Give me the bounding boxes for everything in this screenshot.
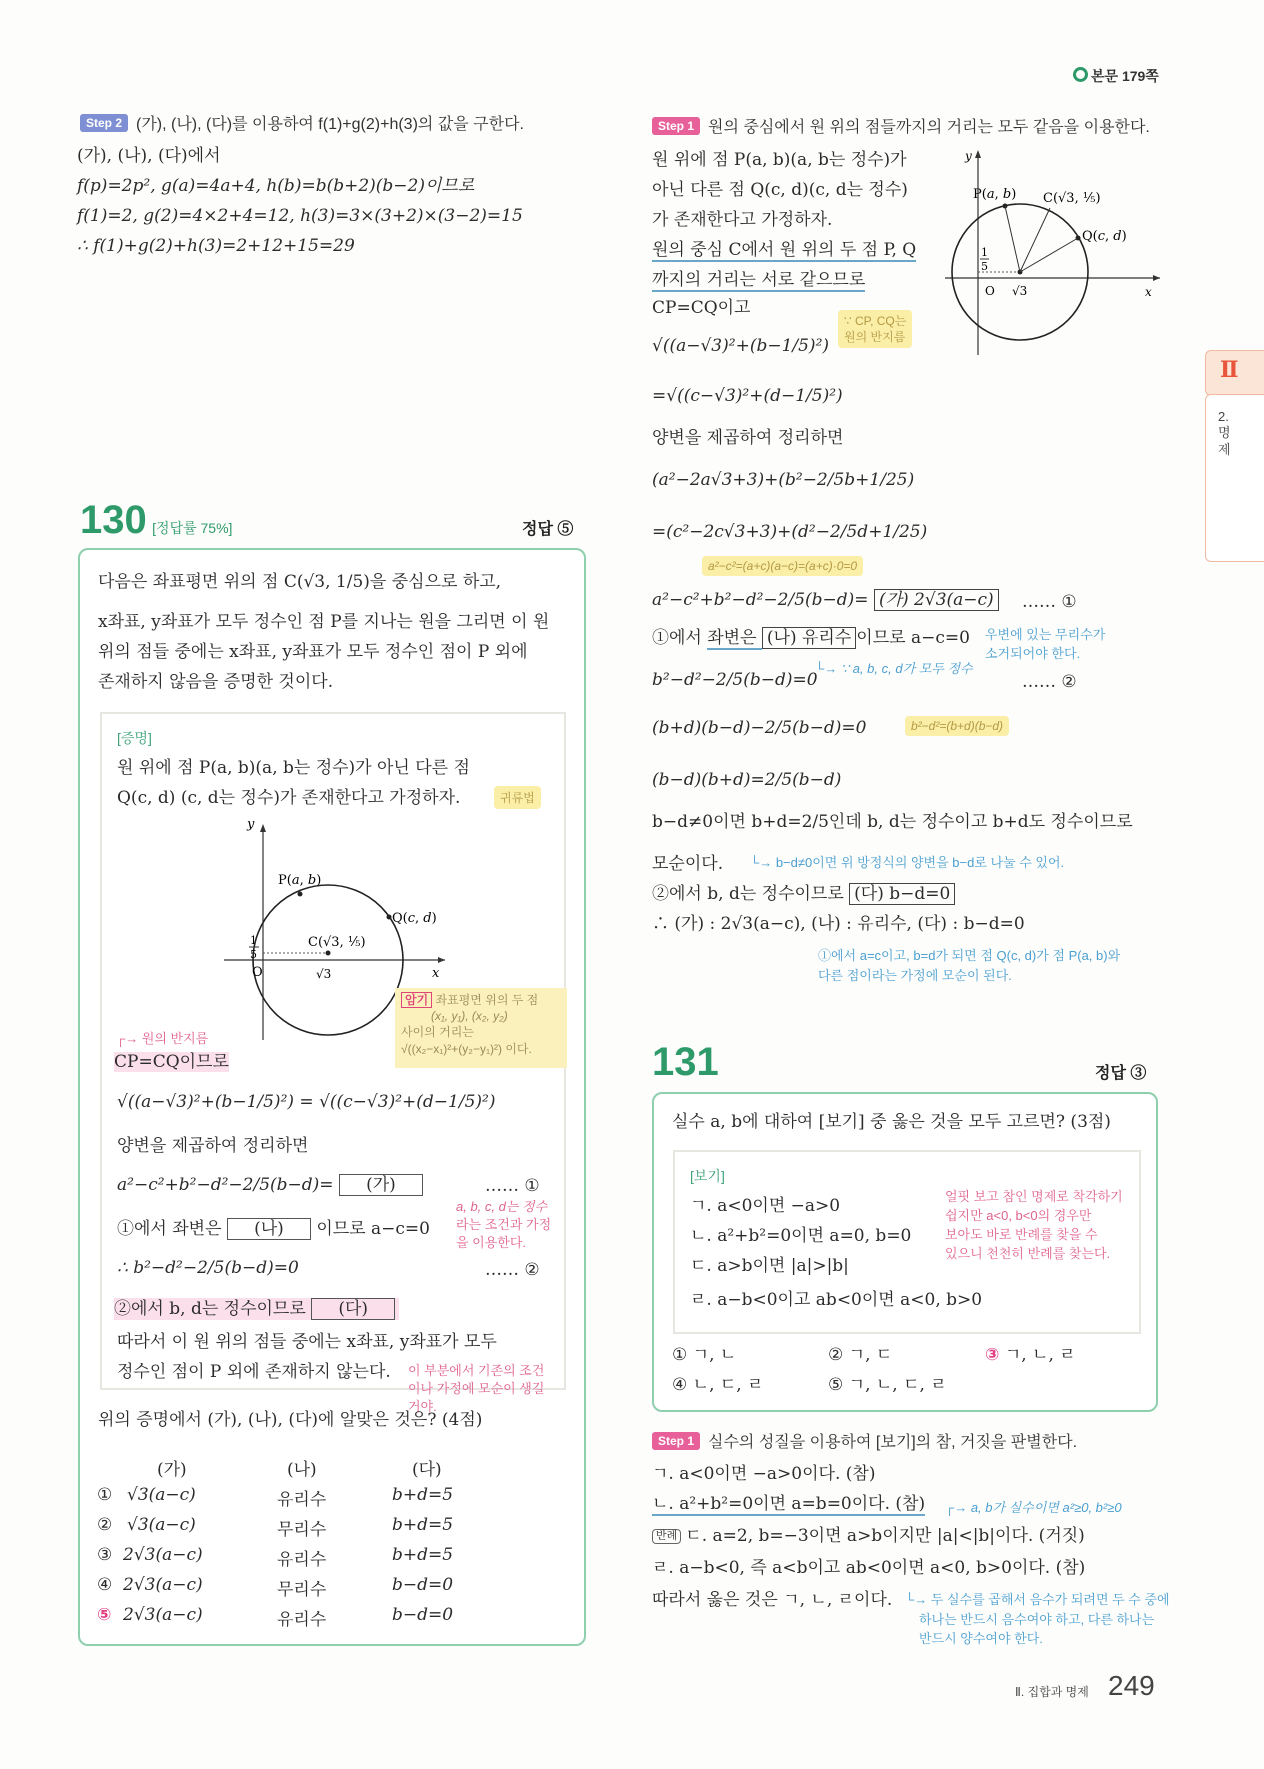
answer-box-ga: (가) 2√3(a−c) bbox=[874, 589, 999, 611]
checkmark-icon: ⑤ bbox=[97, 1605, 112, 1625]
equation-4: (b+d)(b−d)−2/5(b−d)=0 bbox=[652, 718, 867, 738]
cp-cq-line: CP=CQ이고 bbox=[652, 298, 751, 318]
svg-text:O: O bbox=[985, 284, 995, 298]
equation-mark: …… ① bbox=[485, 1176, 540, 1196]
equation-3: b²−d²−2/5(b−d)=0 bbox=[652, 670, 818, 690]
conclusion-line: 따라서 이 원 위의 점들 중에는 x좌표, y좌표가 모두 bbox=[117, 1332, 497, 1352]
svg-text:y: y bbox=[965, 150, 972, 163]
solution-line: ㄴ. a²+b²=0이면 a=b=0이다. (참) bbox=[652, 1494, 926, 1514]
choice-row-3[interactable]: ③ 2√3(a−c) 유리수 b+d=5 bbox=[97, 1545, 454, 1570]
choice-1[interactable]: ① ㄱ, ㄴ bbox=[672, 1345, 737, 1365]
cp-cq-line: CP=CQ이므로 bbox=[114, 1052, 229, 1072]
question-130-header bbox=[80, 498, 232, 543]
memo-note: 암기 좌표평면 위의 두 점 (x₁, y₁), (x₂, y₂) 사이의 거리는 √((x₂−x₁)²+(y₂−y₁)²) 이다. bbox=[395, 988, 567, 1068]
step1-heading: Step 1 원의 중심에서 원 위의 점들까지의 거리는 모두 같음을 이용한다. bbox=[652, 117, 1150, 137]
bogi-note: 얼핏 보고 참인 명제로 착각하기 쉽지만 a<0, b<0의 경우만 보아도 바로 반례를 찾을 수 있으니 천천히 반례를 찾는다. bbox=[945, 1189, 1123, 1261]
contradiction-tag: 귀류법 bbox=[494, 786, 541, 809]
solution-line: ㄹ. a−b<0, 즉 a<b이고 ab<0이면 a<0, b>0이다. (참) bbox=[652, 1558, 1086, 1578]
distance-lhs: √((a−√3)²+(b−1/5)²) bbox=[652, 336, 830, 356]
equation-5: (b−d)(b+d)=2/5(b−d) bbox=[652, 770, 842, 790]
equation-1: a²−c²+b²−d²−2/5(b−d)= (가) 2√3(a−c) bbox=[652, 590, 999, 610]
svg-text:Q(c, d): Q(c, d) bbox=[392, 911, 437, 926]
intro-line: 원의 중심 C에서 원 위의 두 점 P, Q bbox=[652, 240, 916, 262]
solution-line: f(p)=2p², g(a)=4a+4, h(b)=b(b+2)(b−2)이므로 bbox=[77, 176, 475, 196]
distance-rhs: =√((c−√3)²+(d−1/5)²) bbox=[652, 386, 843, 406]
bogi-label: [보기] bbox=[690, 1168, 725, 1184]
expand-2: =(c²−2c√3+3)+(d²−2/5d+1/25) bbox=[652, 522, 928, 542]
solution-line: 따라서 옳은 것은 ㄱ, ㄴ, ㄹ이다. bbox=[652, 1590, 893, 1610]
conclusion-note: 이 부분에서 기존의 조건 이나 가정에 모순이 생길 거야. bbox=[408, 1363, 545, 1415]
condition-note: a, b, c, d는 정수 라는 조건과 가정 을 이용한다. bbox=[456, 1199, 552, 1251]
proof-label: [증명] bbox=[117, 730, 152, 746]
svg-text:1: 1 bbox=[981, 246, 988, 259]
svg-text:O: O bbox=[252, 965, 263, 980]
equation-6: b−d≠0이면 b+d=2/5인데 b, d는 정수이고 b+d도 정수이므로 bbox=[652, 812, 1133, 832]
arrow-icon: ┌→ bbox=[945, 1500, 971, 1515]
prompt-line: 다음은 좌표평면 위의 점 C(√3, 1/5)을 중심으로 하고, bbox=[98, 572, 502, 592]
irrational-note: 우변에 있는 무리수가 소거되어야 한다. bbox=[985, 627, 1106, 661]
svg-text:x: x bbox=[1145, 285, 1152, 299]
checkmark-icon: ③ bbox=[985, 1345, 1000, 1365]
equation-2: ①에서 좌변은 (나) 이므로 a−c=0 bbox=[117, 1219, 430, 1239]
choice-row-4[interactable]: ④ 2√3(a−c) 무리수 b−d=0 bbox=[97, 1575, 454, 1600]
hint-ac: a²−c²=(a+c)(a−c)=(a+c)·0=0 bbox=[702, 556, 863, 576]
chapter-tab[interactable] bbox=[1205, 350, 1264, 396]
equation-mark: …… ② bbox=[1022, 672, 1077, 692]
solution-line: f(1)=2, g(2)=4×2+4=12, h(3)=3×(3+2)×(3−2)=15 bbox=[77, 206, 523, 226]
intro-line: 아닌 다른 점 Q(c, d)(c, d는 정수) bbox=[652, 180, 908, 200]
division-note: └→ b−d≠0이면 위 방정식의 양변을 b−d로 나눌 수 있어. bbox=[750, 855, 1065, 870]
page-reference: 본문 179쪽 bbox=[1073, 66, 1159, 86]
radius-note: ┌→ 원의 반지름 bbox=[116, 1031, 209, 1046]
prompt-line: x좌표, y좌표가 모두 정수인 점 P를 지나는 원을 그리면 이 원 bbox=[98, 612, 550, 632]
bogi-item: ㄴ. a²+b²=0이면 a=0, b=0 bbox=[690, 1226, 912, 1246]
equation-mark: …… ① bbox=[1022, 592, 1077, 612]
choice-4[interactable]: ④ ㄴ, ㄷ, ㄹ bbox=[672, 1375, 764, 1395]
final-note: ①에서 a=c이고, b=d가 되면 점 Q(c, d)가 점 P(a, b)와 다른 점이라는 가정에 모순이 된다. bbox=[818, 948, 1121, 983]
intro-line: 가 존재한다고 가정하자. bbox=[652, 210, 833, 230]
solution-line: ∴ f(1)+g(2)+h(3)=2+12+15=29 bbox=[77, 236, 355, 256]
arrow-icon: └→ bbox=[815, 661, 841, 676]
circle-ring-icon bbox=[1073, 67, 1088, 82]
equation-4: ②에서 b, d는 정수이므로 (다) bbox=[114, 1298, 399, 1320]
blank-da: (다) bbox=[311, 1298, 395, 1320]
real-note: ┌→ a, b가 실수이면 a²≥0, b²≥0 bbox=[945, 1500, 1122, 1515]
choice-3-selected[interactable]: ③ ㄱ, ㄴ, ㄹ bbox=[985, 1345, 1076, 1365]
solution-line: 반례 ㄷ. a=2, b=−3이면 a>b이지만 |a|<|b|이다. (거짓) bbox=[652, 1526, 1085, 1546]
bogi-item: ㄹ. a−b<0이고 ab<0이면 a<0, b>0 bbox=[690, 1290, 983, 1310]
conclusion-line: 정수인 점이 P 외에 존재하지 않는다. bbox=[117, 1362, 391, 1382]
step-badge: Step 1 bbox=[652, 117, 700, 135]
square-line: 양변을 제곱하여 정리하면 bbox=[117, 1136, 309, 1156]
page-number: 249 bbox=[1108, 1670, 1155, 1701]
svg-text:C(√3, ⅕): C(√3, ⅕) bbox=[308, 935, 366, 950]
bogi-item: ㄷ. a>b이면 |a|>|b| bbox=[690, 1256, 849, 1276]
equation-2: ①에서 좌변은 (나) 유리수 이므로 a−c=0 bbox=[652, 628, 970, 648]
equation-3: ∴ b²−d²−2/5(b−d)=0 bbox=[117, 1258, 299, 1278]
question-text: 위의 증명에서 (가), (나), (다)에 알맞은 것은? (4점) bbox=[98, 1410, 483, 1430]
question-number: 130 bbox=[80, 498, 147, 542]
step1-heading-131: Step 1 실수의 성질을 이용하여 [보기]의 참, 거짓을 판별한다. bbox=[652, 1432, 1077, 1452]
square-line: 양변을 제곱하여 정리하면 bbox=[652, 428, 844, 448]
svg-text:√3: √3 bbox=[316, 967, 332, 981]
svg-text:5: 5 bbox=[981, 260, 988, 273]
question-number: 131 bbox=[652, 1040, 719, 1084]
prompt-line: 존재하지 않음을 증명한 것이다. bbox=[98, 672, 334, 692]
equation-7: 모순이다. bbox=[652, 854, 724, 874]
counterexample-tag: 반례 bbox=[652, 1529, 681, 1544]
step2-heading: Step 2 (가), (나), (다)를 이용하여 f(1)+g(2)+h(3)의 값을 구한다. bbox=[80, 114, 524, 134]
choice-row-1[interactable]: ① √3(a−c) 유리수 b+d=5 bbox=[97, 1485, 454, 1510]
choice-2[interactable]: ② ㄱ, ㄷ bbox=[828, 1345, 893, 1365]
step-badge: Step 1 bbox=[652, 1432, 700, 1450]
hint-bd: b²−d²=(b+d)(b−d) bbox=[905, 716, 1009, 736]
svg-text:5: 5 bbox=[250, 948, 257, 961]
prompt-line: 위의 점들 중에는 x좌표, y좌표가 모두 정수인 점이 P 외에 bbox=[98, 642, 528, 662]
svg-text:1: 1 bbox=[250, 934, 257, 947]
equation-9: ∴ (가) : 2√3(a−c), (나) : 유리수, (다) : b−d=0 bbox=[652, 914, 1025, 934]
equation-mark: …… ② bbox=[485, 1260, 540, 1280]
arrow-icon: ┌→ bbox=[116, 1031, 142, 1046]
choice-row-2[interactable]: ② √3(a−c) 무리수 b+d=5 bbox=[97, 1515, 454, 1540]
answer-box-da: (다) b−d=0 bbox=[849, 883, 955, 905]
prompt-line: 실수 a, b에 대하여 [보기] 중 옳은 것을 모두 고르면? (3점) bbox=[672, 1112, 1111, 1132]
distance-equation: √((a−√3)²+(b−1/5)²) = √((c−√3)²+(d−1/5)²) bbox=[117, 1092, 496, 1112]
proof-line: 원 위에 점 P(a, b)(a, b는 정수)가 아닌 다른 점 bbox=[117, 758, 470, 778]
memo-tag: 암기 bbox=[401, 992, 432, 1008]
integer-note: └→ ∵ a, b, c, d가 모두 정수 bbox=[815, 661, 973, 676]
blank-na: (나) bbox=[227, 1218, 311, 1240]
bogi-item: ㄱ. a<0이면 −a>0 bbox=[690, 1196, 841, 1216]
equation-1: a²−c²+b²−d²−2/5(b−d)= (가) bbox=[117, 1174, 423, 1196]
arrow-icon: └→ bbox=[750, 855, 776, 870]
question-131-header bbox=[652, 1040, 719, 1085]
correct-rate: [정답률 75%] bbox=[152, 520, 233, 536]
solution-line: (가), (나), (다)에서 bbox=[77, 146, 221, 166]
svg-text:y: y bbox=[247, 820, 255, 832]
chapter-roman: Ⅱ bbox=[1220, 357, 1239, 383]
blank-ga: (가) bbox=[339, 1174, 423, 1196]
intro-line: 까지의 거리는 서로 같으므로 bbox=[652, 270, 865, 292]
col-header: (가) bbox=[157, 1460, 187, 1480]
svg-text:P(a, b): P(a, b) bbox=[278, 873, 322, 888]
section-tab[interactable]: 2. 명 제 bbox=[1205, 394, 1264, 562]
svg-text:C(√3, ⅕): C(√3, ⅕) bbox=[1043, 191, 1101, 206]
solution-line: ㄱ. a<0이면 −a>0이다. (참) bbox=[652, 1464, 876, 1484]
svg-text:√3: √3 bbox=[1012, 284, 1028, 298]
choices-table bbox=[97, 1455, 517, 1630]
choice-row-5-selected[interactable]: ⑤ 2√3(a−c) 유리수 b−d=0 bbox=[97, 1605, 454, 1630]
expand-1: (a²−2a√3+3)+(b²−2/5b+1/25) bbox=[652, 470, 915, 490]
svg-text:x: x bbox=[432, 966, 440, 981]
step-badge: Step 2 bbox=[80, 114, 128, 132]
negative-note: └→ 두 실수를 곱해서 음수가 되려면 두 수 중에 하나는 반드시 음수여야 하고, 다른 하나는 반드시 양수여야 한다. bbox=[905, 1592, 1170, 1646]
intro-line: 원 위에 점 P(a, b)(a, b는 정수)가 bbox=[652, 150, 907, 170]
arrow-icon: └→ bbox=[905, 1592, 931, 1607]
circle-graph-solution bbox=[945, 150, 1165, 360]
answer-label: 정답 ③ bbox=[1095, 1065, 1147, 1082]
answer-label: 정답 ⑤ bbox=[522, 521, 574, 538]
footer-chapter: Ⅱ. 집합과 명제 bbox=[1015, 1685, 1089, 1699]
radius-tag: ∵ CP, CQ는 원의 반지름 bbox=[838, 310, 912, 348]
answer-box-na: (나) 유리수 bbox=[762, 627, 856, 649]
proof-line: Q(c, d) (c, d는 정수)가 존재한다고 가정하자. bbox=[117, 788, 461, 808]
svg-text:Q(c, d): Q(c, d) bbox=[1082, 229, 1127, 244]
equation-8: ②에서 b, d는 정수이므로 (다) b−d=0 bbox=[652, 884, 955, 904]
col-header: (다) bbox=[412, 1460, 442, 1480]
choice-5[interactable]: ⑤ ㄱ, ㄴ, ㄷ, ㄹ bbox=[828, 1375, 947, 1395]
svg-text:P(a, b): P(a, b) bbox=[973, 187, 1017, 202]
col-header: (나) bbox=[287, 1460, 317, 1480]
